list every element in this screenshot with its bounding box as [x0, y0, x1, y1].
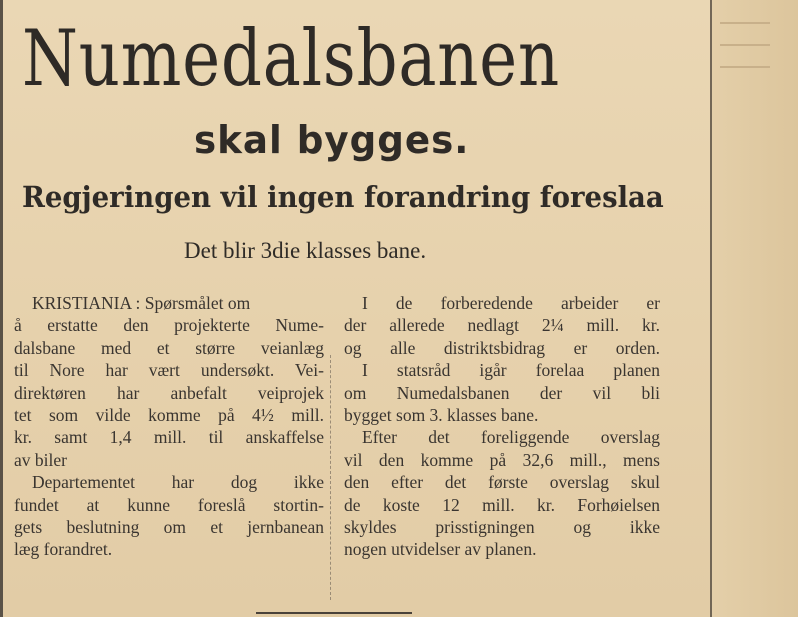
text-line: kr. samt 1,4 mill. til anskaffelse — [14, 427, 324, 448]
scan-edge-left — [0, 0, 3, 617]
text-line: nogen utvidelser av planen. — [344, 539, 537, 560]
deck: Regjeringen vil ingen forandring foreslaa — [22, 180, 664, 214]
text-line: om Numedalsbanen der vil bli — [344, 382, 660, 403]
text-line: bygget som 3. klasses bane. — [344, 404, 539, 425]
text-line: den efter det første overslag skul — [344, 472, 660, 493]
column-separator — [330, 355, 332, 600]
text-line: fundet at kunne foreslå stortin- — [14, 494, 324, 515]
text-line: KRISTIANIA : Spørsmålet om — [32, 293, 251, 313]
text-line: direktøren har anbefalt veiprojek — [14, 382, 324, 403]
text-line: skyldes prisstigningen og ikke — [344, 516, 660, 537]
bottom-rule — [256, 612, 412, 614]
text-line: Departementet har dog ikke — [32, 472, 324, 493]
text-line: gets beslutning om et jernbanean — [14, 516, 324, 537]
text-line: av biler — [14, 449, 67, 470]
headline: Numedalsbanen — [22, 14, 560, 104]
adjacent-column-margin — [712, 0, 798, 617]
text-line: til Nore har vært undersøkt. Vei- — [14, 360, 324, 381]
text-line: læg forandret. — [14, 539, 113, 560]
text-line: tet som vilde komme på 4½ mill. — [14, 404, 324, 425]
margin-rule — [720, 66, 770, 68]
margin-rule — [720, 44, 770, 46]
deck-secondary: Det blir 3die klasses bane. — [184, 238, 427, 263]
text-line: og alle distriktsbidrag er orden. — [344, 337, 660, 358]
text-line: I statsråd igår forelaa planen — [362, 360, 660, 381]
right-column — [344, 292, 660, 561]
text-line: dalsbane med et større veianlæg — [14, 337, 324, 358]
text-line: Efter det foreliggende overslag — [362, 427, 660, 448]
text-line: å erstatte den projekterte Nume- — [14, 315, 324, 336]
margin-rule — [720, 22, 770, 24]
text-line: vil den komme på 32,6 mill., mens — [344, 449, 660, 470]
text-line: der allerede nedlagt 2¼ mill. kr. — [344, 315, 660, 336]
left-column — [14, 292, 324, 561]
text-line: de koste 12 mill. kr. Forhøielsen — [344, 494, 660, 515]
text-line: I de forberedende arbeider er — [362, 293, 660, 313]
subheadline: skal bygges. — [194, 118, 470, 162]
